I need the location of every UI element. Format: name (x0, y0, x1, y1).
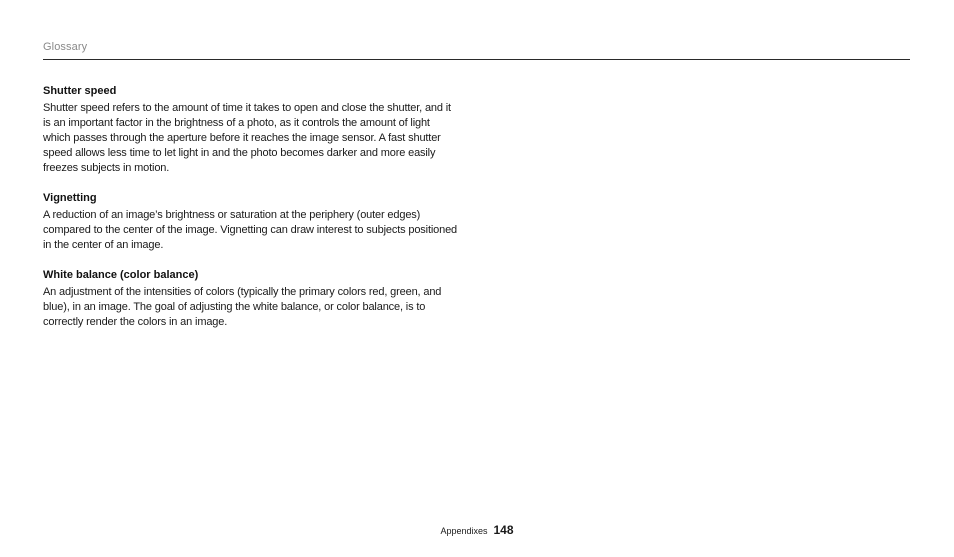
entry-term: Vignetting (43, 192, 97, 204)
glossary-entry-white-balance (43, 268, 458, 330)
footer-section-label: Appendixes (440, 526, 488, 536)
page-footer (0, 523, 954, 537)
entry-definition: An adjustment of the intensities of colors (typically the primary colors red, green, and blue), in an image. The goal of adjusting the white balance, or color balance, is to correctly render the colors in an image. (43, 286, 442, 328)
glossary-entries (43, 84, 458, 345)
page-number: 148 (493, 523, 514, 537)
glossary-entry-shutter-speed (43, 84, 458, 176)
entry-term: Shutter speed (43, 85, 117, 97)
entry-definition: A reduction of an image’s brightness or saturation at the periphery (outer edges) compared to the center of the image. Vignetting can draw interest to subjects positioned in the center of an image. (43, 209, 458, 251)
header-divider (43, 59, 910, 60)
section-title: Glossary (43, 41, 88, 53)
entry-definition: Shutter speed refers to the amount of time it takes to open and close the shutter, and it is an important factor in the brightness of a photo, as it controls the amount of light which passes through the aperture before it reaches the image sensor. A fast shutter speed allows less time to let light in and the photo becomes darker and more easily freezes subjects in motion. (43, 102, 451, 174)
entry-term: White balance (color balance) (43, 269, 199, 281)
glossary-entry-vignetting (43, 191, 458, 253)
